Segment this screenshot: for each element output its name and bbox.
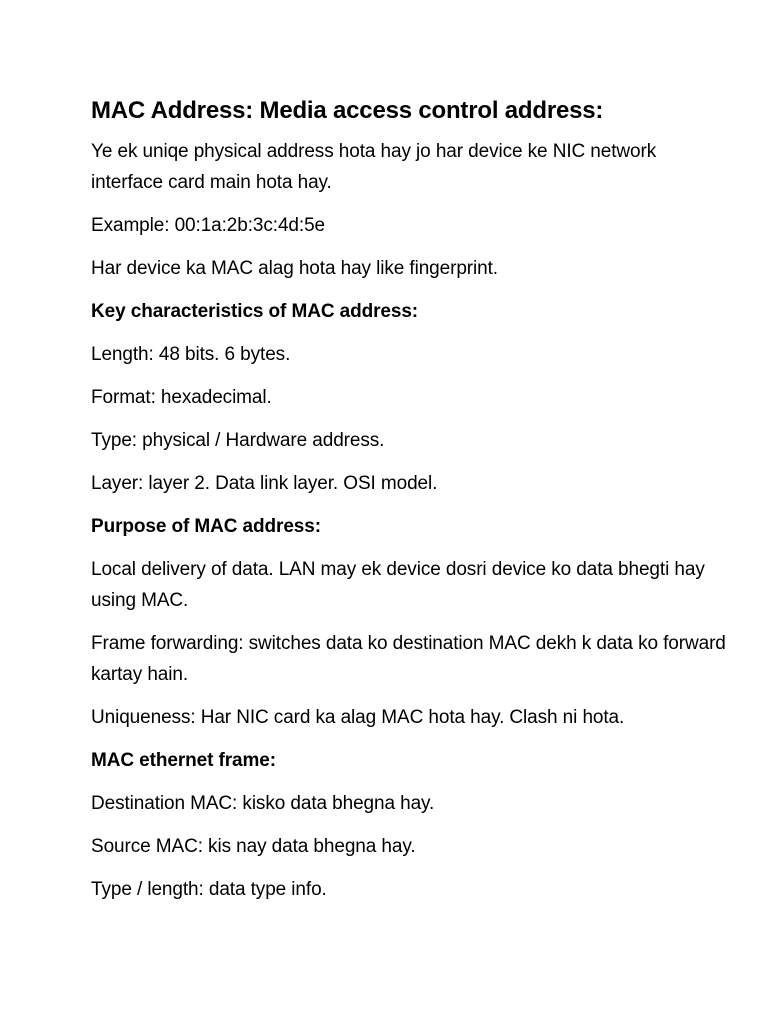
characteristic-format: Format: hexadecimal. <box>91 387 272 408</box>
document-page <box>91 92 731 917</box>
example-paragraph: Example: 00:1a:2b:3c:4d:5e <box>91 215 326 236</box>
characteristic-length: Length: 48 bits. 6 bytes. <box>91 344 291 365</box>
fingerprint-paragraph: Har device ka MAC alag hota hay like fingerprint. <box>91 258 498 279</box>
purpose-heading: Purpose of MAC address: <box>91 516 321 537</box>
characteristic-type: Type: physical / Hardware address. <box>91 430 385 451</box>
frame-source-mac: Source MAC: kis nay data bhegna hay. <box>91 836 416 857</box>
intro-paragraph: Ye ek uniqe physical address hota hay jo har device ke NIC network interface card main hota hay. <box>91 141 657 193</box>
purpose-local-delivery: Local delivery of data. LAN may ek device dosri device ko data bhegti hay using MAC. <box>91 559 705 611</box>
frame-type-length: Type / length: data type info. <box>91 879 327 900</box>
document-title: MAC Address: Media access control address: <box>91 97 604 124</box>
frame-destination-mac: Destination MAC: kisko data bhegna hay. <box>91 793 435 814</box>
purpose-frame-forwarding: Frame forwarding: switches data ko destination MAC dekh k data ko forward kartay hain. <box>91 633 726 685</box>
characteristic-layer: Layer: layer 2. Data link layer. OSI model. <box>91 473 438 494</box>
frame-heading: MAC ethernet frame: <box>91 750 276 771</box>
characteristics-heading: Key characteristics of MAC address: <box>91 301 419 322</box>
purpose-uniqueness: Uniqueness: Har NIC card ka alag MAC hota hay. Clash ni hota. <box>91 707 625 728</box>
